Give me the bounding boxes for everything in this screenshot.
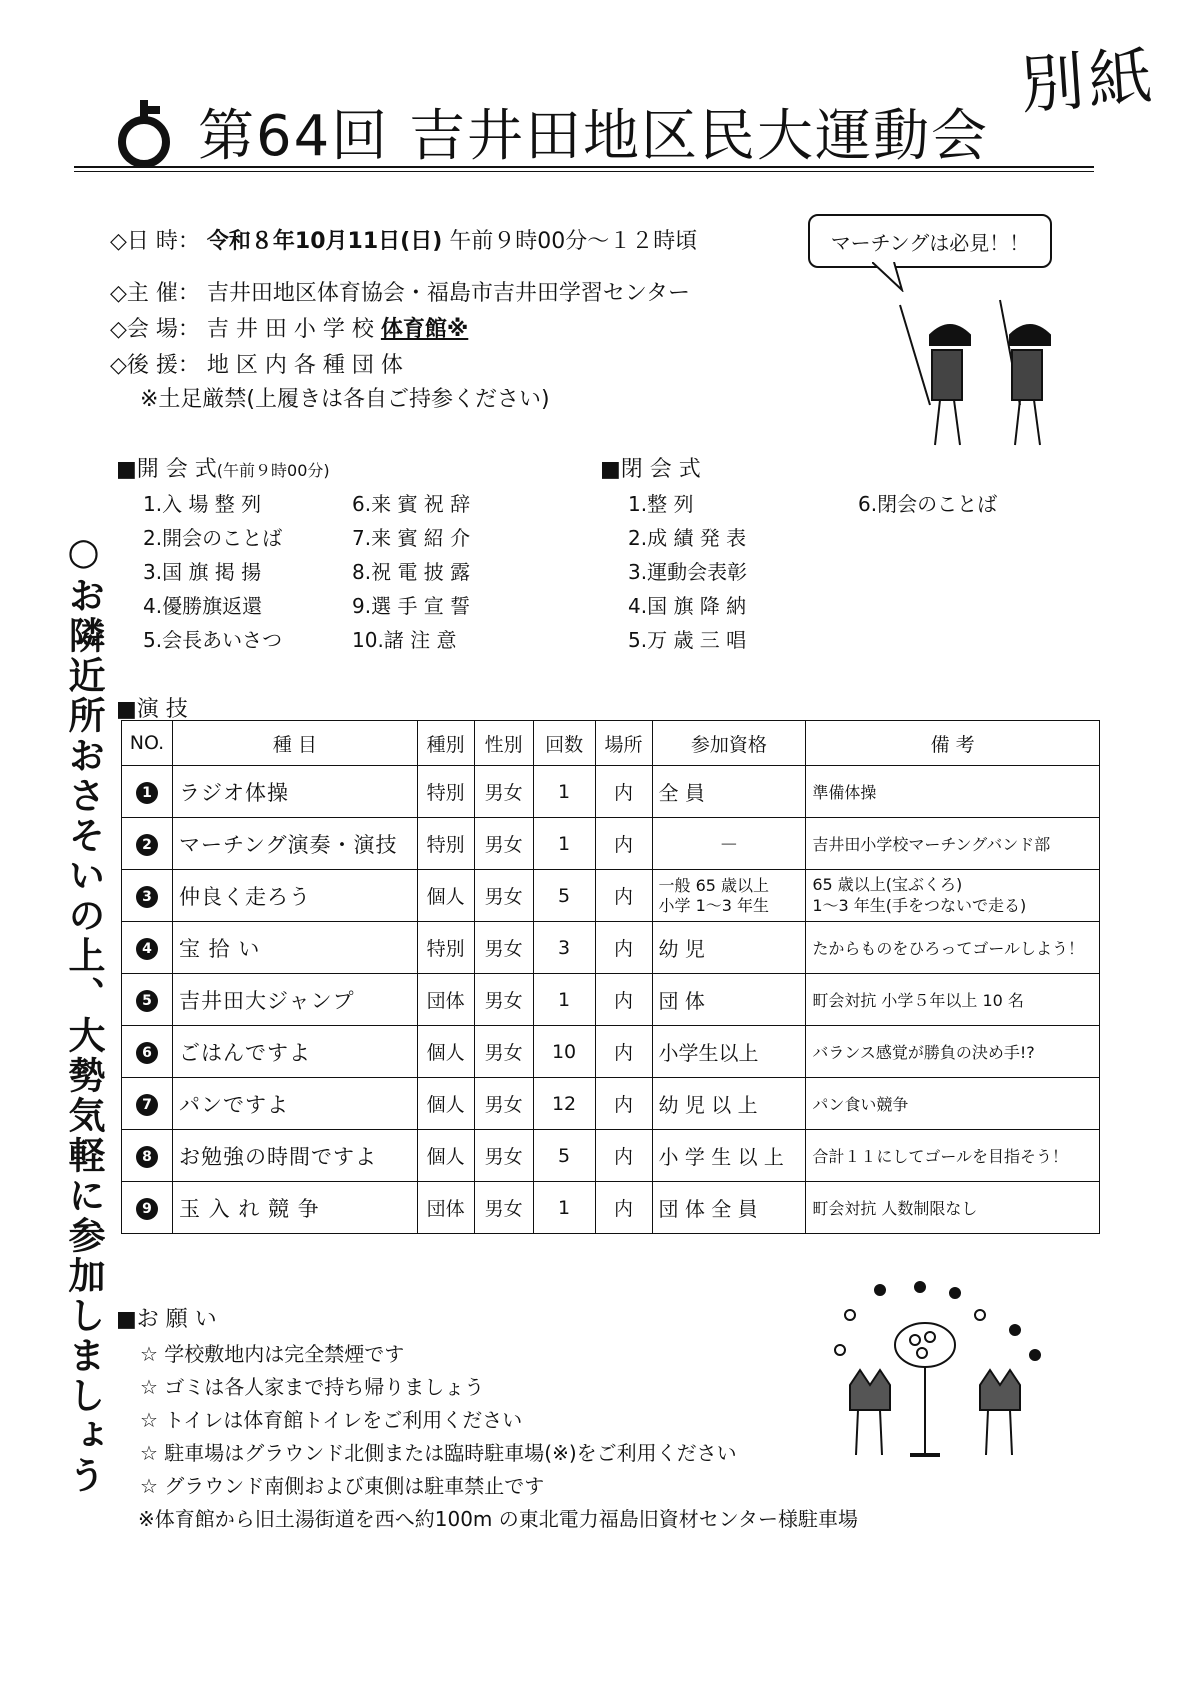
events-heading: ■演 技 [116,697,188,722]
event-type: 特別 [417,922,474,974]
table-row [122,1078,1100,1130]
opening-list-1 [143,488,282,658]
row-number-badge: 3 [136,886,158,908]
event-type: 団体 [417,974,474,1026]
list-item: 7.来 賓 紹 介 [352,526,471,550]
venue-label: ◇会 場： [110,317,200,342]
event-name: お勉強の時間ですよ [172,1130,417,1182]
list-item: 5.万 歳 三 唱 [628,628,747,652]
column-header: 参加資格 [652,721,806,766]
sports-mark-icon [108,92,188,172]
host-line [110,276,690,307]
table-row [122,870,1100,922]
vertical-message: ○お隣近所おさそいの上、大勢気軽に参加しましょう [62,530,105,1496]
requests-heading: ■お 願 い [116,1307,217,1332]
closing-list-2 [858,488,997,522]
column-header: NO. [122,721,173,766]
column-header: 種別 [417,721,474,766]
request-item: ☆ 学校敷地内は完全禁煙です [140,1342,405,1366]
list-item: 10.諸 注 意 [352,628,457,652]
event-sex: 男女 [474,974,533,1026]
date-time: 午前９時00分～１２時頃 [449,229,698,254]
venue-line [110,312,468,343]
list-item: 3.国 旗 掲 揚 [143,560,262,584]
event-sex: 男女 [474,922,533,974]
events-table [121,720,1100,1234]
event-name: マーチング演奏・演技 [172,818,417,870]
event-name: パンですよ [172,1078,417,1130]
row-number-badge: 6 [136,1042,158,1064]
event-name: 玉 入 れ 競 争 [172,1182,417,1234]
date-line [110,224,697,255]
event-sex: 男女 [474,1078,533,1130]
column-header: 場所 [595,721,652,766]
event-note: たからものをひろってゴールしよう！ [806,922,1100,974]
table-row [122,922,1100,974]
event-note: パン食い競争 [806,1078,1100,1130]
list-item: 4.国 旗 降 納 [628,594,747,618]
event-type: 特別 [417,818,474,870]
event-place: 内 [595,818,652,870]
event-note: バランス感覚が勝負の決め手!? [806,1026,1100,1078]
marching-band-illustration [890,295,1070,455]
event-name: 吉井田大ジャンプ [172,974,417,1026]
request-item: ☆ トイレは体育館トイレをご利用ください [140,1408,523,1432]
support-value: 地 区 内 各 種 団 体 [206,353,403,378]
venue-value: 吉 井 田 小 学 校 [206,317,374,342]
table-row [122,974,1100,1026]
host-value: 吉井田地区体育協会・福島市吉井田学習センター [206,281,691,306]
event-qualification: 小学生以上 [652,1026,806,1078]
row-number-badge: 2 [136,834,158,856]
shoe-note: ※土足厳禁(上履きは各自ご持参ください) [140,387,550,412]
event-place: 内 [595,1130,652,1182]
event-note: 町会対抗 小学５年以上 10 名 [806,974,1100,1026]
table-row [122,818,1100,870]
event-note [806,870,1100,922]
ball-toss-illustration [830,1275,1050,1475]
opening-heading [116,452,330,483]
table-row [122,1130,1100,1182]
event-name: 宝 拾 い [172,922,417,974]
list-item: 6.来 賓 祝 辞 [352,492,471,516]
event-place: 内 [595,974,652,1026]
list-item: 8.祝 電 披 露 [352,560,471,584]
event-type: 個人 [417,870,474,922]
host-label: ◇主 催： [110,281,200,306]
column-header: 性別 [474,721,533,766]
page-title: 第64回 吉井田地区民大運動会 [198,104,990,169]
column-header: 備 考 [806,721,1100,766]
event-count: 1 [533,818,595,870]
title-divider [74,166,1094,172]
column-header: 回数 [533,721,595,766]
event-sex: 男女 [474,870,533,922]
table-header-row [122,721,1100,766]
row-number-badge: 9 [136,1198,158,1220]
event-qualification [652,870,806,922]
request-item: ☆ 駐車場はグラウンド北側または臨時駐車場(※)をご利用ください [140,1441,737,1465]
event-name: ラジオ体操 [172,766,417,818]
column-header: 種 目 [172,721,417,766]
event-place: 内 [595,1078,652,1130]
row-number-badge: 4 [136,938,158,960]
list-item: 2.成 績 発 表 [628,526,747,550]
event-note: 町会対抗 人数制限なし [806,1182,1100,1234]
title-block [108,92,1098,172]
table-row [122,1026,1100,1078]
event-sex: 男女 [474,1026,533,1078]
event-place: 内 [595,922,652,974]
table-row [122,1182,1100,1234]
opening-list-2 [352,488,470,658]
parking-footnote: ※体育館から旧土湯街道を西へ約100m の東北電力福島旧資材センター様駐車場 [138,1507,858,1531]
event-sex: 男女 [474,1130,533,1182]
support-line [110,348,403,379]
row-number-badge: 8 [136,1146,158,1168]
date-value: 令和８年10月11日(日) [206,229,443,254]
event-qualification: 全 員 [652,766,806,818]
list-item: 9.選 手 宣 誓 [352,594,471,618]
event-note-line: 65 歳以上(宝ぶくろ) [812,874,963,894]
list-item: 4.優勝旗返還 [143,594,263,618]
event-type: 個人 [417,1130,474,1182]
event-note-line: 1～3 年生(手をつないで走る) [812,895,1027,915]
event-count: 1 [533,974,595,1026]
event-note: 準備体操 [806,766,1100,818]
event-sex: 男女 [474,766,533,818]
event-count: 5 [533,1130,595,1182]
event-name: ごはんですよ [172,1026,417,1078]
event-qualification: 小 学 生 以 上 [652,1130,806,1182]
event-qualification: 団 体 全 員 [652,1182,806,1234]
date-label: ◇日 時： [110,229,200,254]
event-count: 1 [533,1182,595,1234]
event-type: 個人 [417,1026,474,1078]
venue-hall: 体育館※ [380,317,469,342]
list-item: 3.運動会表彰 [628,560,748,584]
opening-heading-time: (午前９時00分) [216,461,330,480]
list-item: 1.整 列 [628,492,694,516]
row-number-badge: 5 [136,990,158,1012]
table-row [122,766,1100,818]
event-place: 内 [595,1026,652,1078]
list-item: 5.会長あいさつ [143,628,283,652]
event-qualification: 幼 児 以 上 [652,1078,806,1130]
request-item: ☆ ゴミは各人家まで持ち帰りましょう [140,1375,485,1399]
bubble-tail-icon [872,262,912,292]
event-qualification: 幼 児 [652,922,806,974]
event-sex: 男女 [474,818,533,870]
row-number-badge: 1 [136,782,158,804]
event-qualification: － [652,818,806,870]
event-place: 内 [595,766,652,818]
event-type: 個人 [417,1078,474,1130]
event-note: 吉井田小学校マーチングバンド部 [806,818,1100,870]
list-item: 1.入 場 整 列 [143,492,262,516]
event-count: 10 [533,1026,595,1078]
event-qualification: 団 体 [652,974,806,1026]
request-item: ☆ グラウンド南側および東側は駐車禁止です [140,1474,545,1498]
list-item: 2.開会のことば [143,526,283,550]
event-qualification-line: 一般 65 歳以上 [658,876,770,896]
corner-label: 別紙 [1018,40,1159,124]
event-qualification-line: 小学 1～3 年生 [658,895,770,915]
event-type: 団体 [417,1182,474,1234]
event-place: 内 [595,1182,652,1234]
event-sex: 男女 [474,1182,533,1234]
closing-heading: ■閉 会 式 [600,457,701,482]
speech-bubble: マーチングは必見！！ [808,214,1052,268]
event-note: 合計１１にしてゴールを目指そう！ [806,1130,1100,1182]
event-count: 1 [533,766,595,818]
opening-heading-text: ■開 会 式 [116,457,217,482]
list-item: 6.閉会のことば [858,492,998,516]
row-number-badge: 7 [136,1094,158,1116]
event-name: 仲良く走ろう [172,870,417,922]
support-label: ◇後 援： [110,353,200,378]
event-count: 5 [533,870,595,922]
event-place: 内 [595,870,652,922]
event-count: 3 [533,922,595,974]
closing-list-1 [628,488,747,658]
event-count: 12 [533,1078,595,1130]
event-type: 特別 [417,766,474,818]
